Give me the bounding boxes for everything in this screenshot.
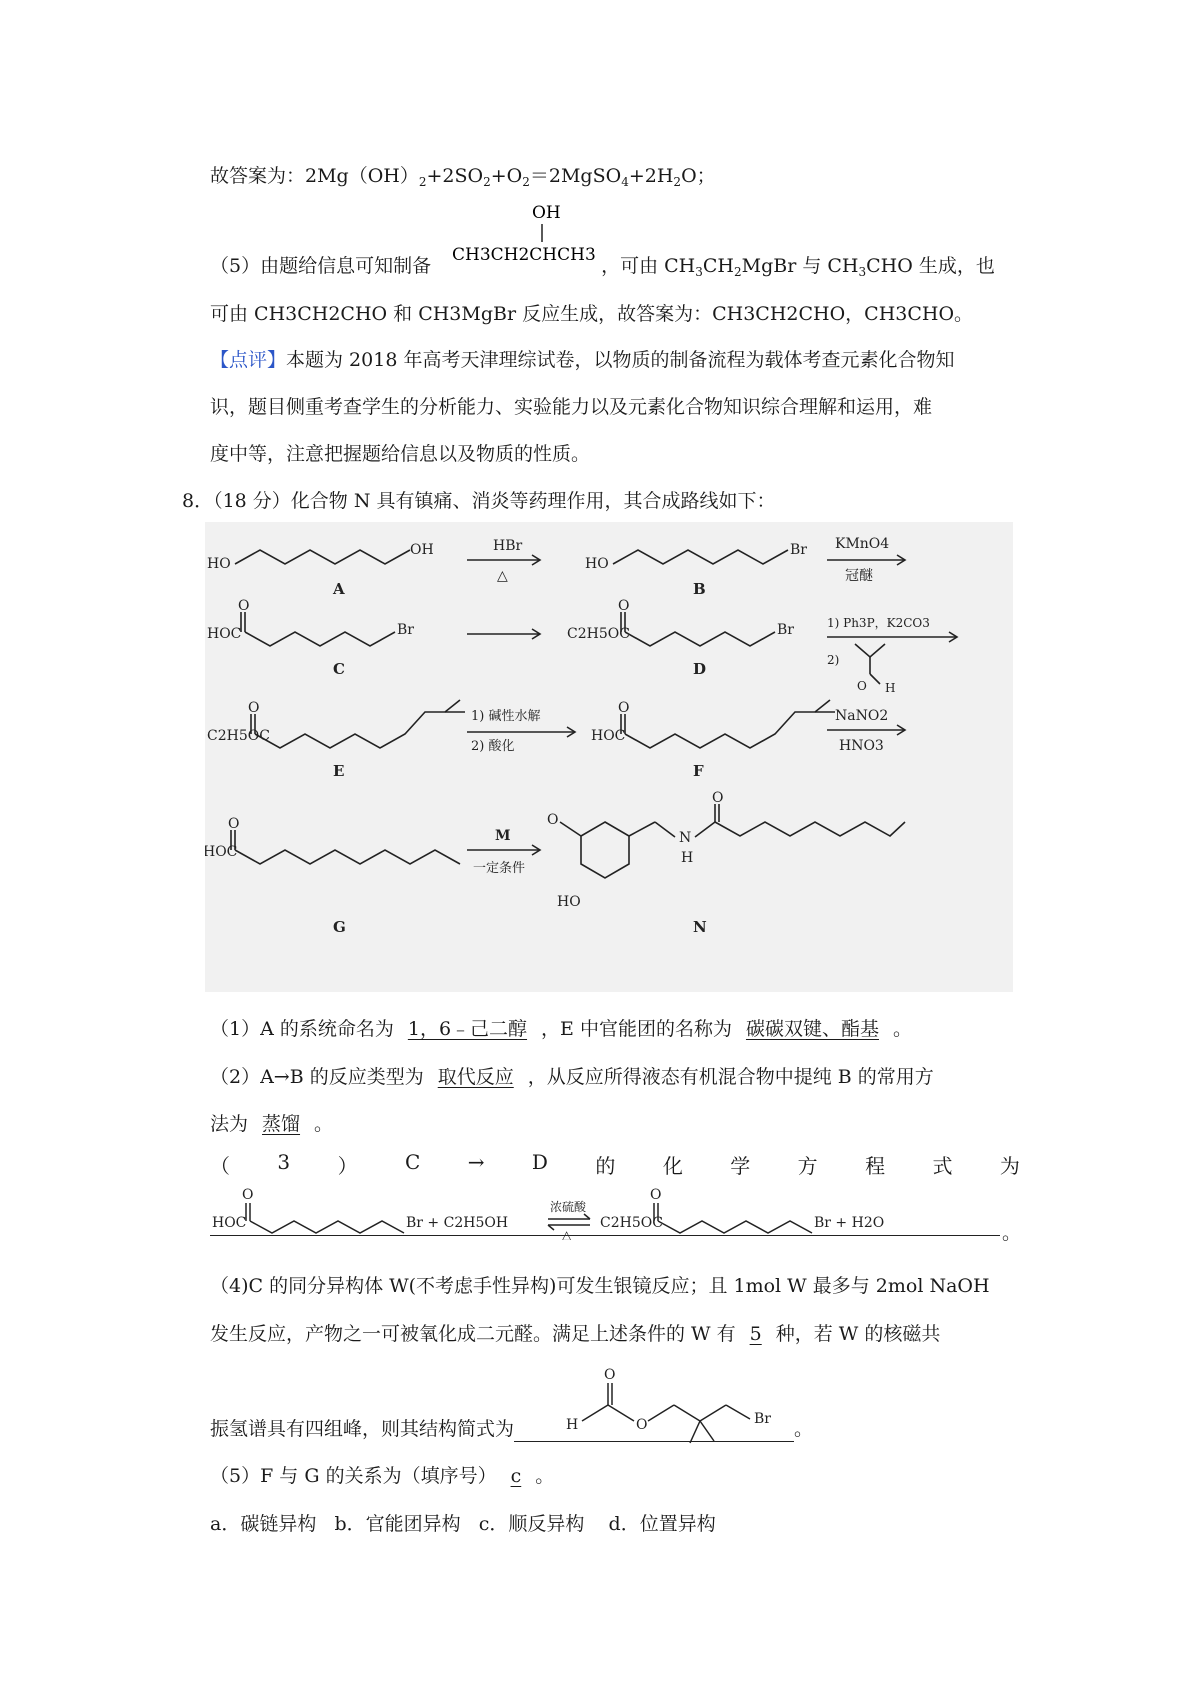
q1-answer-1: 1，6﹣己二醇 xyxy=(407,1018,528,1040)
q4-line1: （4)C 的同分异构体 W(不考虑手性异构)可发生银镜反应；且 1mol W 最多与 2mol NaOH xyxy=(210,1275,990,1297)
mol-a-chain xyxy=(235,550,410,564)
q2-answer-2: 蒸馏 xyxy=(262,1113,301,1135)
svg-text:1) Ph3P，K2CO3: 1) Ph3P，K2CO3 xyxy=(827,616,930,630)
svg-text:HOC: HOC xyxy=(212,1215,247,1231)
svg-text:△: △ xyxy=(497,568,508,584)
review-line1: 【点评】本题为 2018 年高考天津理综试卷，以物质的制备流程为载体考查元素化合物知 xyxy=(210,349,955,371)
q4-line2: 发生反应，产物之一可被氧化成二元醛。满足上述条件的 W 有 5 种，若 W 的核磁共 xyxy=(210,1323,941,1345)
answer-line-4: 故答案为：$2Mg(OH)_2+2SO_2+O_2=2MgSO_4+2H_2O$； xyxy=(210,165,716,189)
q1-answer-2: 碳碳双键、酯基 xyxy=(745,1018,879,1040)
svg-text:O: O xyxy=(238,598,250,614)
label-f: F xyxy=(693,762,704,780)
svg-text:O: O xyxy=(618,700,630,716)
svg-text:H: H xyxy=(566,1417,579,1433)
c-to-d-equation xyxy=(210,1185,1010,1240)
svg-text:O: O xyxy=(228,816,240,832)
scheme-svg xyxy=(205,522,1013,992)
q2-line1: （2）A→B 的反应类型为 取代反应 ，从反应所得液态有机混合物中提纯 B 的常用方 xyxy=(210,1066,934,1088)
mol-e-chain xyxy=(255,700,460,748)
svg-text:O: O xyxy=(857,679,867,693)
svg-text:HOC: HOC xyxy=(591,728,626,744)
svg-text:C2H5OC: C2H5OC xyxy=(207,728,270,744)
answer-5-line1: （5）由题给信息可知制备 ，可由 $CH_3CH_2MgBr$ 与 $CH_3CHO$ 生成，也 xyxy=(210,255,995,279)
mol-b-chain xyxy=(613,550,788,564)
label-b: B xyxy=(693,580,706,598)
svg-text:OH: OH xyxy=(532,203,561,223)
svg-text:HBr: HBr xyxy=(493,538,523,554)
q5-answer: c xyxy=(510,1465,522,1487)
q1-line: （1）A 的系统命名为 1，6﹣己二醇 ，E 中官能团的名称为 碳碳双键、酯基 。 xyxy=(210,1018,912,1040)
svg-text:H: H xyxy=(885,681,896,695)
svg-text:冠醚: 冠醚 xyxy=(845,568,873,584)
label-g: G xyxy=(333,918,346,936)
svg-text:HNO3: HNO3 xyxy=(839,738,884,754)
svg-text:C2H5OC: C2H5OC xyxy=(600,1215,663,1231)
mol-c-chain xyxy=(245,632,395,646)
svg-text:一定条件: 一定条件 xyxy=(473,861,526,876)
svg-text:2) 酸化: 2) 酸化 xyxy=(471,739,515,754)
svg-text:2): 2) xyxy=(827,653,840,667)
mol-n-chain xyxy=(715,822,905,836)
svg-text:HOC: HOC xyxy=(207,626,242,642)
svg-text:N: N xyxy=(679,830,692,846)
svg-text:C2H5OC: C2H5OC xyxy=(567,626,630,642)
svg-text:KMnO4: KMnO4 xyxy=(835,536,890,552)
svg-text:OH: OH xyxy=(410,542,434,558)
svg-text:1) 碱性水解: 1) 碱性水解 xyxy=(471,709,541,724)
q4-answer-count: 5 xyxy=(749,1323,762,1345)
review-tag: 【点评】 xyxy=(210,349,287,371)
review-line3: 度中等，注意把握题给信息以及物质的性质。 xyxy=(210,443,591,465)
svg-text:浓硫酸: 浓硫酸 xyxy=(550,1200,587,1214)
q5-options: a．碳链异构 b．官能团异构 c．顺反异构 d．位置异构 xyxy=(210,1513,716,1535)
review-line2: 识，题目侧重考查学生的分析能力、实验能力以及元素化合物知识综合理解和运用，难 xyxy=(210,396,933,418)
svg-text:Br: Br xyxy=(790,542,807,558)
label-a: A xyxy=(333,580,345,598)
svg-text:CH3CH2CHCH3: CH3CH2CHCH3 xyxy=(452,245,596,265)
q2-answer-1: 取代反应 xyxy=(437,1066,514,1088)
svg-text:O: O xyxy=(242,1187,254,1203)
svg-text:O: O xyxy=(248,700,260,716)
svg-text:O: O xyxy=(650,1187,662,1203)
svg-text:HO: HO xyxy=(557,894,581,910)
svg-text:Br: Br xyxy=(777,622,794,638)
svg-text:Br + C2H5OH: Br + C2H5OH xyxy=(406,1215,509,1231)
svg-text:△: △ xyxy=(562,1228,572,1240)
svg-text:Br + H2O: Br + H2O xyxy=(814,1215,885,1231)
svg-text:HO: HO xyxy=(585,556,609,572)
svg-text:HO: HO xyxy=(207,556,231,572)
svg-text:O: O xyxy=(636,1417,648,1433)
svg-text:HOC: HOC xyxy=(205,844,238,860)
mol-n-ring xyxy=(581,822,629,878)
mol-g-chain xyxy=(235,850,460,864)
svg-text:O: O xyxy=(618,598,630,614)
svg-text:O: O xyxy=(547,812,559,828)
q3-answer-underline xyxy=(210,1235,1000,1236)
svg-text:NaNO2: NaNO2 xyxy=(835,708,889,724)
synthesis-scheme xyxy=(205,522,1013,992)
q3-end: 。 xyxy=(1002,1222,1022,1244)
svg-text:Br: Br xyxy=(397,622,414,638)
q2-line2: 法为 蒸馏 。 xyxy=(210,1113,334,1135)
svg-text:Br: Br xyxy=(754,1411,771,1427)
label-d: D xyxy=(693,660,707,678)
svg-text:O: O xyxy=(712,790,724,806)
question-8-title: 8．（18 分）化合物 N 具有镇痛、消炎等药理作用，其合成路线如下： xyxy=(182,490,776,512)
svg-text:M: M xyxy=(495,828,511,844)
mol-d-chain xyxy=(625,632,775,646)
q4-structure-underline xyxy=(514,1419,794,1442)
q5-line: （5）F 与 G 的关系为（填序号） c 。 xyxy=(210,1465,555,1487)
q3-line: （ 3 ） C → D 的 化 学 方 程 式 为 xyxy=(210,1150,1020,1178)
label-n: N xyxy=(693,918,707,936)
svg-text:H: H xyxy=(681,850,694,866)
svg-text:O: O xyxy=(604,1367,616,1383)
mol-f-chain xyxy=(625,700,830,748)
label-e: E xyxy=(333,762,345,780)
label-c: C xyxy=(333,660,345,678)
q4-line3: 振氢谱具有四组峰，则其结构简式为 。 xyxy=(210,1418,814,1440)
answer-5-line2: 可由 CH3CH2CHO 和 CH3MgBr 反应生成，故答案为：CH3CH2CHO，CH3CHO。 xyxy=(210,303,974,325)
